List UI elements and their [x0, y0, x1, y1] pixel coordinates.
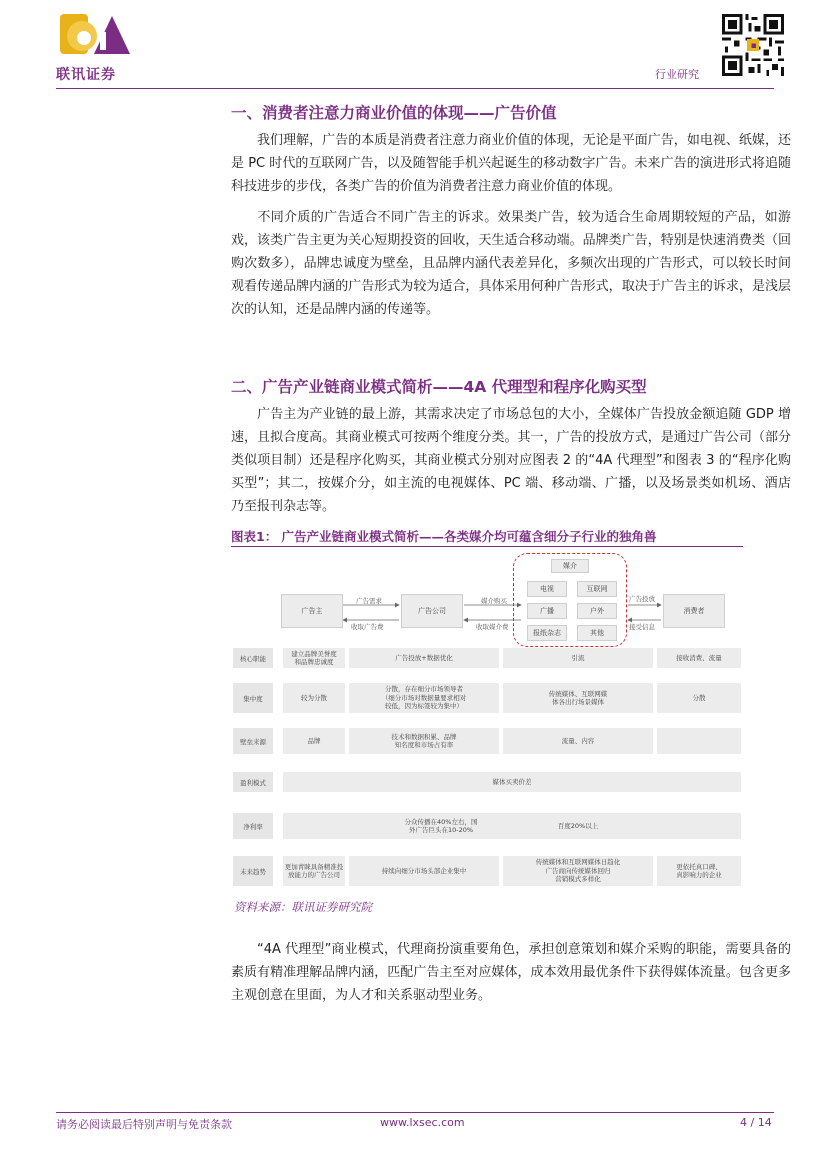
node-tv: 电视 — [527, 581, 567, 597]
node-outdoor: 户外 — [577, 603, 617, 619]
section-2-paragraph-2 — [231, 938, 791, 1007]
cell-profit-model: 媒体买卖价差 — [283, 772, 741, 792]
section-1-paragraph-1-text: 我们理解，广告的本质是消费者注意力商业价值的体现，无论是平面广告，如电视、纸媒，还是 PC 时代的互联网广告，以及随智能手机兴起诞生的移动数字广告。未来广告的演进形式将追随科技进步的步伐，各类广告的价值为消费者注意力商业价值的体现。 — [231, 133, 791, 194]
cell-net-margin-media: 百度20%以上 — [557, 821, 599, 830]
industry-chain-diagram — [231, 550, 745, 895]
figure-source: 资料来源：联讯证券研究院 — [234, 900, 372, 914]
node-print: 报纸杂志 — [527, 625, 567, 641]
cell-trend-consumer: 更依托真口碑、 真影响力的企业 — [657, 856, 741, 886]
report-category: 行业研究 — [655, 68, 699, 81]
row-label-barrier-source: 壁垒来源 — [233, 728, 273, 754]
cell-core-function-advertiser: 建立品牌美誉度 和品牌忠诚度 — [283, 648, 345, 668]
cell-barrier-consumer — [657, 728, 741, 754]
node-media: 媒介 — [551, 559, 589, 573]
label-ad-demand: 广告需求 — [356, 597, 382, 605]
footer-page-number: 4 / 14 — [740, 1116, 772, 1129]
cell-concentration-consumer: 分散 — [657, 683, 741, 713]
logo-mark-icon — [60, 12, 130, 62]
node-advertiser: 广告主 — [281, 594, 343, 628]
cell-net-margin-agency: 分众传播在40%左右，国 外广告巨头在10-20% — [404, 817, 478, 834]
node-internet: 互联网 — [577, 581, 617, 597]
label-ad-fee: 收取广告费 — [351, 623, 384, 631]
cell-trend-agency: 持续向细分市场头部企业集中 — [349, 856, 499, 886]
section-2-paragraph-1 — [231, 403, 791, 518]
cell-core-function-consumer: 接收消费、流量 — [657, 648, 741, 668]
label-ad-placement: 广告投放 — [629, 595, 655, 603]
qr-code-icon — [722, 14, 784, 76]
row-label-net-margin: 净利率 — [233, 813, 273, 839]
cell-trend-media: 传统媒体和互联网媒体日趋化 广告商向传统媒体回归 营销模式多样化 — [503, 856, 653, 886]
section-2-heading: 二、广告产业链商业模式简析——4A 代理型和程序化购买型 — [231, 378, 647, 396]
cell-barrier-agency: 技术和数据积累、品牌 知名度和市场占有率 — [349, 728, 499, 754]
figure-title: 图表1： 广告产业链商业模式简析——各类媒介均可蕴含细分子行业的独角兽 — [231, 529, 657, 544]
cell-trend-advertiser: 更加青睐具备精准投 放能力的广告公司 — [283, 856, 345, 886]
cell-concentration-advertiser: 较为分散 — [283, 683, 345, 713]
cell-barrier-advertiser: 品牌 — [283, 728, 345, 754]
brand-name: 联讯证券 — [56, 67, 116, 83]
node-agency: 广告公司 — [401, 594, 463, 628]
cell-concentration-agency: 分散，存在细分市场领导者 （细分市场对数据量要求相对 较低，因为标签较为集中） — [349, 683, 499, 713]
section-2-paragraph-2-text: “4A 代理型”商业模式，代理商扮演重要角色，承担创意策划和媒介采购的职能，需要具备的素质有精准理解品牌内涵，匹配广告主至对应媒体，成本效用最优条件下获得媒体流量。包含更多主观创意在里面，为人才和关系驱动型业务。 — [231, 942, 791, 1003]
label-media-fee: 收取媒介费 — [476, 623, 509, 631]
company-logo — [56, 12, 136, 84]
cell-concentration-media: 传统媒体、互联网媒 体各出行场景媒体 — [503, 683, 653, 713]
row-label-future-trend: 未来趋势 — [233, 856, 273, 886]
row-label-core-function: 核心职能 — [233, 648, 273, 668]
footer-disclaimer: 请务必阅读最后特别声明与免责条款 — [56, 1118, 232, 1131]
cell-core-function-media: 引流 — [503, 648, 653, 668]
footer-website: www.lxsec.com — [380, 1116, 465, 1129]
cell-barrier-media: 流量、内容 — [503, 728, 653, 754]
section-1-paragraph-2 — [231, 206, 791, 321]
node-radio: 广播 — [527, 603, 567, 619]
section-1-heading: 一、消费者注意力商业价值的体现——广告价值 — [231, 104, 557, 122]
section-2-paragraph-1-text: 广告主为产业链的最上游，其需求决定了市场总包的大小，全媒体广告投放金额追随 GDP 增速，且拟合度高。其商业模式可按两个维度分类。其一，广告的投放方式，是通过广告公司（部分类似项目制）还是程序化购买，其商业模式分别对应图表 2 的“4A 代理型”和图表 3 的“程序化购买型”；其二，按媒介分，如主流的电视媒体、PC 端、移动端、广播，以及场景类如机场、酒店乃至报刊杂志等。 — [231, 407, 791, 514]
figure-title-divider — [231, 546, 743, 547]
section-1-paragraph-2-text: 不同介质的广告适合不同广告主的诉求。效果类广告，较为适合生命周期较短的产品，如游戏，该类广告主更为关心短期投资的回收，天生适合移动端。品牌类广告，特别是快速消费类（回购次数多），品牌忠诚度为壁垒，且品牌内涵代表差异化，多频次出现的广告形式，可以较长时间观看传递品牌内涵的广告形式为较为适合，具体采用何种广告形式，取决于广告主的诉求，是浅层次的认知，还是品牌内涵的传递等。 — [231, 210, 791, 317]
label-media-buy: 媒介购买 — [481, 597, 507, 605]
row-label-profit-model: 盈利模式 — [233, 772, 273, 792]
node-consumer: 消费者 — [663, 594, 725, 628]
row-label-concentration: 集中度 — [233, 683, 273, 713]
cell-core-function-agency: 广告投放+数据优化 — [349, 648, 499, 668]
section-1-paragraph-1 — [231, 129, 791, 198]
label-receive-info: 接受信息 — [629, 623, 655, 631]
header-divider — [56, 88, 774, 89]
footer-divider — [56, 1112, 774, 1113]
node-other: 其他 — [577, 625, 617, 641]
